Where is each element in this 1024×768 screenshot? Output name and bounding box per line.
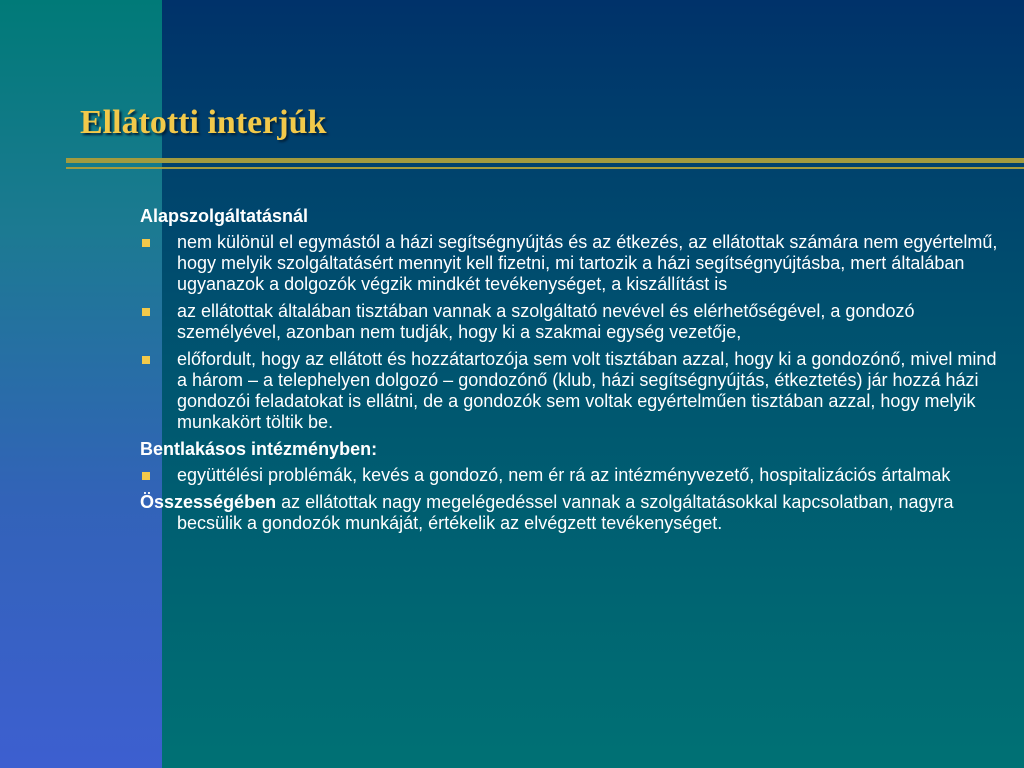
square-bullet-icon [142, 308, 150, 316]
square-bullet-icon [142, 472, 150, 480]
summary-lead: Összességében [140, 492, 277, 512]
bullet-item [140, 232, 1000, 295]
summary-text: az ellátottak nagy megelégedéssel vannak a szolgáltatásokkal kapcsolatban, nagyra becsülik a gondozók munkáját, értékelik az elvégzett tevékenységet. [177, 492, 954, 533]
bullet-text: nem különül el egymástól a házi segítségnyújtás és az étkezés, az ellátottak számára nem egyértelmű, hogy melyik szolgáltatásért mennyit kell fizetni, mi tartozik a házi segítségnyújtásba, mert általában ugyanazok a dolgozók végzik mindkét tevékenységet, a kiszállítást is [177, 232, 998, 294]
title-divider-thin [66, 167, 1024, 169]
bullet-text: együttélési problémák, kevés a gondozó, nem ér rá az intézményvezető, hospitalizációs ártalmak [177, 465, 951, 485]
slide-body [140, 206, 1000, 534]
square-bullet-icon [142, 239, 150, 247]
bullet-text: az ellátottak általában tisztában vannak a szolgáltató nevével és elérhetőségével, a gondozó személyével, azonban nem tudják, hogy ki a szakmai egység vezetője, [177, 301, 915, 342]
section-heading-basic-services: Alapszolgáltatásnál [140, 206, 309, 226]
bullet-text: előfordult, hogy az ellátott és hozzátartozója sem volt tisztában azzal, hogy ki a gondozónő, mivel mind a három – a telephelyen dolgozó – gondozónő (klub, házi segítségnyújtás, étkeztetés) jár hozzá házi gondozói feladatokat is ellátni, de a gondozók sem voltak egyértelműen tisztában azzal, hogy melyik munkakört töltik be. [177, 349, 997, 432]
slide-title: Ellátotti interjúk [80, 104, 327, 141]
square-bullet-icon [142, 356, 150, 364]
bullet-item [140, 349, 1000, 433]
section-heading-residential: Bentlakásos intézményben: [140, 439, 378, 459]
bullet-item [140, 301, 1000, 343]
summary-paragraph [140, 492, 1000, 534]
bullet-item [140, 465, 1000, 486]
title-divider-thick [66, 158, 1024, 163]
